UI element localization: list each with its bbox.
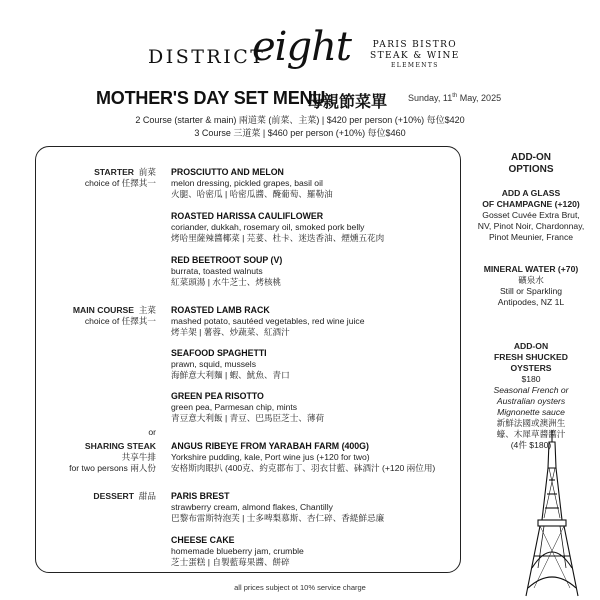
menu-date: Sunday, 11th May, 2025: [408, 93, 502, 103]
dish-angus-ribeye: ANGUS RIBEYE FROM YARABAH FARM (400G) Yorkshire pudding, kale, Port wine jus (+120 for two) 安格斯肉眼扒 (400克、約克郡布丁、羽衣甘藍、砵酒汁 (+120 兩位用): [171, 441, 436, 473]
price-three-course: 3 Course 三道菜 | $460 per person (+10%) 每位$460: [194, 128, 406, 138]
section-starter: STARTER 前菜 choice of 任擇其一: [44, 167, 156, 189]
section-sharing-note: for two persons 兩人份: [69, 463, 156, 473]
dish-lamb-rack: ROASTED LAMB RACK mashed potato, sautéed vegetables, red wine juice 烤羊架 | 薯蓉、炒蔬菜、紅酒汁: [171, 305, 365, 337]
section-dessert: DESSERT 甜品: [93, 491, 156, 501]
addon-champagne: ADD A GLASS OF CHAMPAGNE (+120) Gosset Cuvée Extra Brut, NV, Pinot Noir, Chardonnay, Pinot Meunier, France: [477, 188, 585, 242]
brand-subtitle: [370, 40, 460, 70]
dish-cauliflower: ROASTED HARISSA CAULIFLOWER coriander, dukkah, rosemary oil, smoked pork belly 烤哈里薩辣醬椰菜 | 芫荽、杜卡、迷迭香油、煙燻五花肉: [171, 211, 385, 243]
brand-steak-wine: STEAK & WINE: [370, 51, 460, 61]
dish-green-pea-risotto: GREEN PEA RISOTTO green pea, Parmesan chip, mints 青豆意大利飯 | 青豆、巴馬臣芝士、薄荷: [171, 391, 325, 423]
menu-title-zh: 母親節菜單: [307, 94, 388, 111]
menu-title-row: [96, 88, 566, 110]
addon-options-title: ADD-ON OPTIONS: [508, 152, 554, 175]
eiffel-tower-icon: [518, 428, 586, 598]
section-sharing-steak: SHARING STEAK 共享牛排 for two persons 兩人份: [44, 441, 156, 474]
section-starter-note: choice of 任擇其一: [84, 178, 156, 188]
menu-title: MOTHER'S DAY SET MENU: [96, 88, 326, 108]
dish-seafood-spaghetti: SEAFOOD SPAGHETTI prawn, squid, mussels 海鮮意大利麵 | 蝦、魷魚、青口: [171, 348, 290, 380]
brand-elements: ELEMENTS: [390, 62, 439, 69]
section-main-note: choice of 任擇其一: [84, 316, 156, 326]
brand-district: DISTRICT: [148, 46, 266, 68]
section-main-course: MAIN COURSE 主菜 choice of 任擇其一: [44, 305, 156, 327]
dish-cheese-cake: CHEESE CAKE homemade blueberry jam, crumble 芝士蛋糕 | 自製藍莓果醬、餅碎: [171, 535, 304, 567]
service-charge-note: all prices subject ot 10% service charge: [234, 583, 366, 592]
price-two-course: 2 Course (starter & main) 兩道菜 (前菜、主菜) | $420 per person (+10%) 每位$420: [135, 115, 465, 125]
addon-oysters: ADD-ON FRESH SHUCKED OYSTERS $180 Seasonal French or Australian oysters Mignonette sauce 新鮮法國或澳洲生 蠔、木犀草醬醬汁 (4件 $180): [493, 341, 569, 450]
addon-mineral-water: MINERAL WATER (+70) 礦泉水 Still or Sparkling Antipodes, NZ 1L: [483, 264, 579, 307]
brand-logo: [0, 24, 600, 80]
dish-paris-brest: PARIS BREST strawberry cream, almond flakes, Chantilly 巴黎布雷斯特泡芙 | 士多啤梨慕斯、杏仁碎、香緹鮮忌廉: [171, 491, 385, 523]
brand-paris-bistro: PARIS BISTRO: [372, 40, 458, 50]
dish-prosciutto: PROSCIUTTO AND MELON melon dressing, pickled grapes, basil oil 火腿、哈密瓜 | 哈密瓜醬、醃葡萄、羅勒油: [171, 167, 333, 199]
brand-eight: eight: [252, 24, 351, 70]
section-or: or: [148, 427, 156, 437]
dish-beetroot-soup: RED BEETROOT SOUP (V) burrata, toasted walnuts 紅菜頭湯 | 水牛芝士、烤核桃: [171, 255, 283, 287]
